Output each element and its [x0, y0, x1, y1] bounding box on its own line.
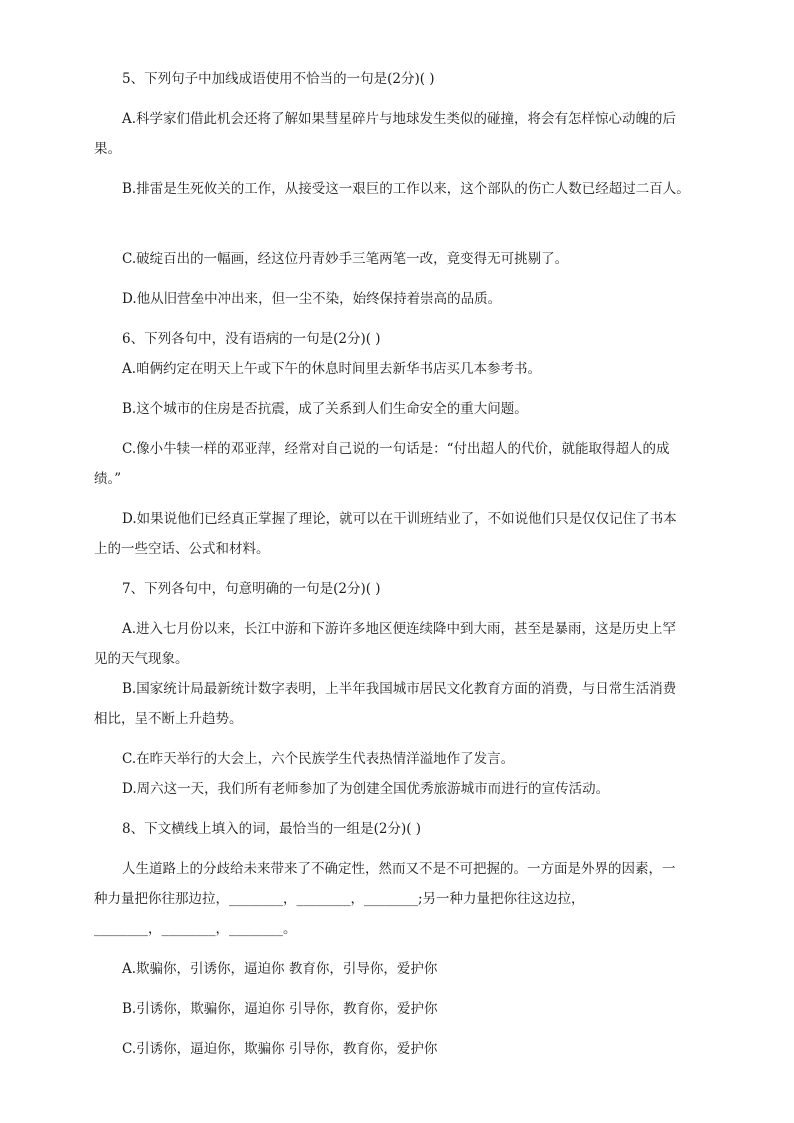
question-6-stem: 6、下列各句中，没有语病的一句是(2分)( ) — [122, 331, 381, 347]
question-6-option-b: B.这个城市的住房是否抗震，成了关系到人们生命安全的重大问题。 — [122, 401, 528, 417]
question-6-option-c-cont: 绩。” — [94, 471, 122, 487]
question-7-option-a: A.进入七月份以来，长江中游和下游许多地区便连续降中到大雨，甚至是暴雨，这是历史上罕 — [122, 621, 677, 637]
question-8-passage-line-1: 人生道路上的分歧给未来带来了不确定性，然而又不是不可把握的。一方面是外界的因素，一 — [122, 861, 676, 877]
question-6-option-d: D.如果说他们已经真正掌握了理论，就可以在干训班结业了，不如说他们只是仅仅记住了书本 — [122, 511, 677, 527]
question-6-option-c: C.像小牛犊一样的邓亚萍，经常对自己说的一句话是：“付出超人的代价，就能取得超人的成 — [122, 441, 670, 457]
question-7-option-c: C.在昨天举行的大会上，六个民族学生代表热情洋溢地作了发言。 — [122, 751, 515, 767]
question-8-option-b: B.引诱你，欺骗你，逼迫你 引导你，教育你，爱护你 — [122, 1001, 438, 1017]
question-5-option-c: C.破绽百出的一幅画，经这位丹青妙手三笔两笔一改，竟变得无可挑剔了。 — [122, 251, 569, 267]
question-5-stem: 5、下列句子中加线成语使用不恰当的一句是(2分)( ) — [122, 71, 435, 87]
question-8-passage-line-2: 种力量把你往那边拉，________，________，________;另一种力量把你往这边拉， — [94, 891, 585, 907]
question-7-option-d: D.周六这一天，我们所有老师参加了为创建全国优秀旅游城市而进行的宣传活动。 — [122, 781, 610, 797]
question-8-stem: 8、下文横线上填入的词，最恰当的一组是(2分)( ) — [122, 821, 422, 837]
question-6-option-a: A.咱俩约定在明天上午或下午的休息时间里去新华书店买几本参考书。 — [122, 361, 542, 377]
question-5-option-a-cont: 果。 — [94, 141, 121, 157]
question-8-option-c: C.引诱你，逼迫你，欺骗你 引导你，教育你，爱护你 — [122, 1041, 438, 1057]
question-7-option-b-cont: 相比，呈不断上升趋势。 — [94, 711, 243, 727]
question-8-passage-line-3: ________，________，________。 — [94, 921, 297, 937]
question-8-option-a: A.欺骗你，引诱你，逼迫你 教育你，引导你，爱护你 — [122, 961, 438, 977]
question-5-option-d: D.他从旧营垒中冲出来，但一尘不染，始终保持着崇高的品质。 — [122, 291, 502, 307]
question-6-option-d-cont: 上的一些空话、公式和材料。 — [94, 541, 270, 557]
question-7-stem: 7、下列各句中，句意明确的一句是(2分)( ) — [122, 581, 381, 597]
question-7-option-b: B.国家统计局最新统计数字表明，上半年我国城市居民文化教育方面的消费，与日常生活消费 — [122, 681, 677, 697]
question-5-option-b: B.排雷是生死攸关的工作，从接受这一艰巨的工作以来，这个部队的伤亡人数已经超过二百人。 — [122, 181, 690, 197]
question-7-option-a-cont: 见的天气现象。 — [94, 651, 189, 667]
question-5-option-a: A.科学家们借此机会还将了解如果彗星碎片与地球发生类似的碰撞，将会有怎样惊心动魄的后 — [122, 111, 677, 127]
